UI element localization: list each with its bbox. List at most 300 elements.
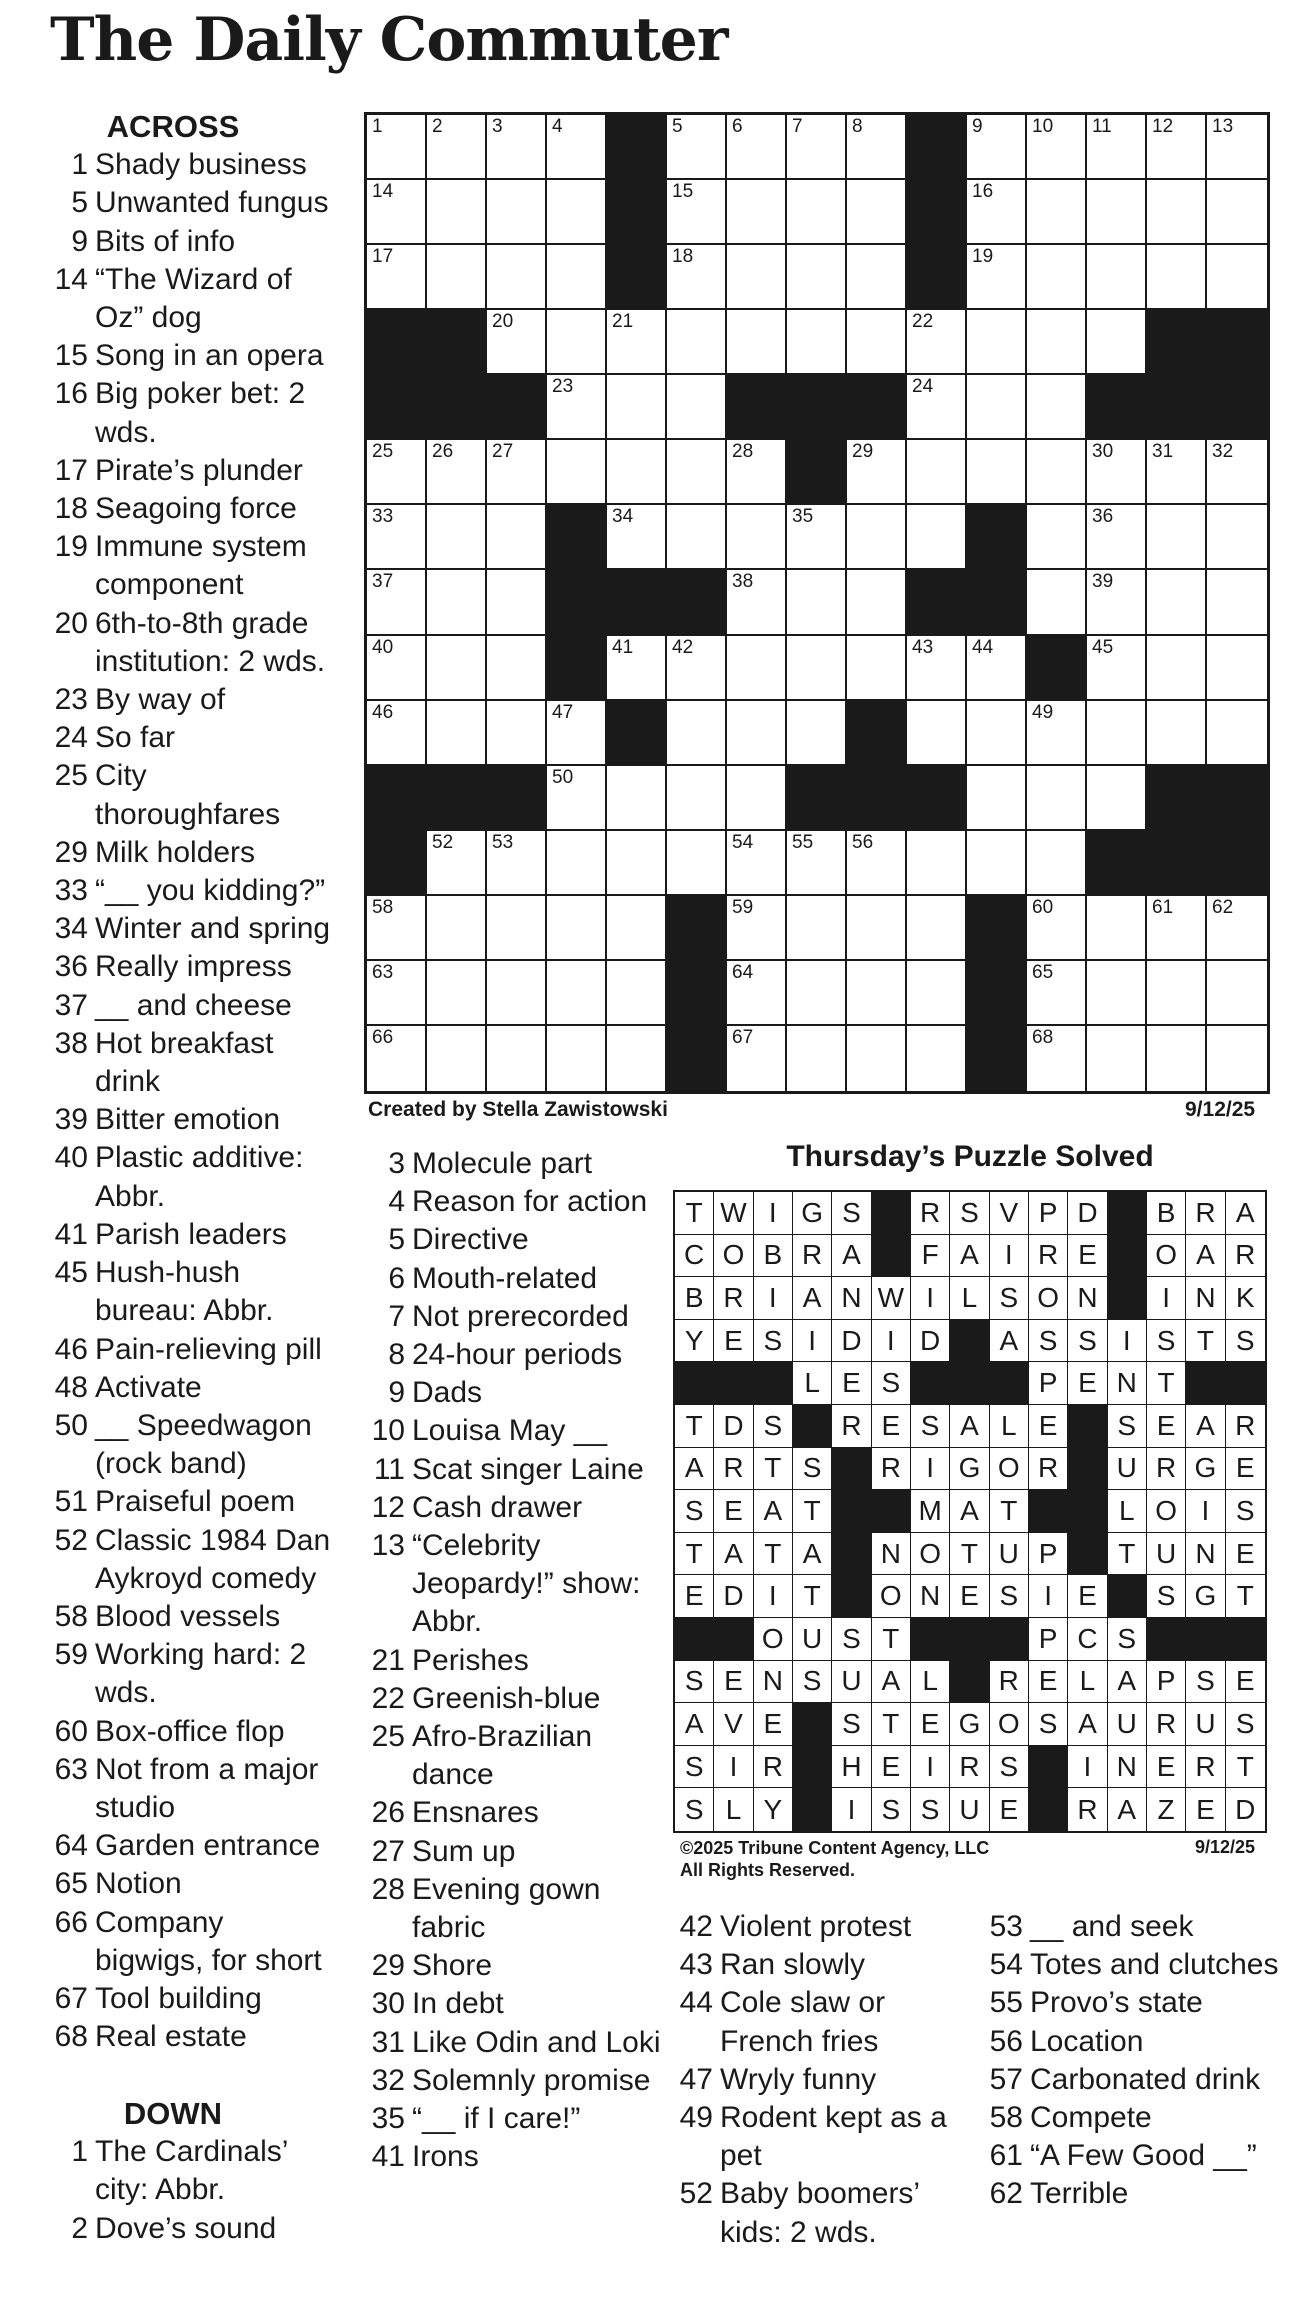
grid-cell[interactable]: [367, 180, 427, 245]
clue-across-24: [48, 719, 338, 757]
clue-across-63: [48, 1751, 338, 1827]
cell-number: 68: [1032, 1026, 1054, 1048]
grid-cell[interactable]: [427, 961, 487, 1026]
grid-cell[interactable]: [367, 961, 427, 1026]
clue-text: Wryly funny: [720, 2062, 877, 2096]
grid-cell[interactable]: [547, 310, 607, 375]
grid-cell[interactable]: [547, 961, 607, 1026]
grid-cell[interactable]: [727, 310, 787, 375]
clue-text: 6th-to-8th grade institution: 2 wds.: [95, 606, 326, 678]
grid-cell[interactable]: [967, 701, 1027, 766]
grid-cell[interactable]: [907, 636, 967, 701]
grid-cell[interactable]: [727, 570, 787, 635]
grid-cell[interactable]: [847, 440, 907, 505]
clue-number: 50: [54, 1408, 88, 1442]
grid-cell[interactable]: [547, 375, 607, 440]
grid-cell[interactable]: [1207, 701, 1267, 766]
grid-cell[interactable]: [667, 375, 727, 440]
grid-cell[interactable]: [1147, 440, 1207, 505]
solution-letter: A: [1108, 1661, 1147, 1704]
grid-cell[interactable]: [787, 570, 847, 635]
cell-number: 44: [972, 636, 994, 658]
grid-cell[interactable]: [1027, 375, 1087, 440]
grid-cell[interactable]: [1147, 180, 1207, 245]
clue-number: 1: [71, 2135, 88, 2169]
grid-cell[interactable]: [1027, 1026, 1087, 1091]
grid-cell[interactable]: [727, 505, 787, 570]
grid-block: [967, 1026, 1027, 1091]
clue-down-col3-52: [670, 2175, 970, 2251]
clue-number: 61: [989, 2139, 1023, 2173]
solution-letter: S: [990, 1746, 1029, 1789]
solution-letter: O: [1029, 1277, 1068, 1320]
clue-across-58: [48, 1598, 338, 1636]
clue-down-col3-47: [670, 2061, 970, 2099]
grid-cell[interactable]: [787, 310, 847, 375]
cell-number: 12: [1152, 116, 1174, 137]
grid-cell[interactable]: [967, 440, 1027, 505]
grid-cell[interactable]: [967, 375, 1027, 440]
grid-cell[interactable]: [487, 570, 547, 635]
grid-cell[interactable]: [1147, 1026, 1207, 1091]
grid-cell[interactable]: [547, 180, 607, 245]
grid-cell[interactable]: [367, 1026, 427, 1091]
grid-cell[interactable]: [727, 180, 787, 245]
grid-cell[interactable]: [1027, 701, 1087, 766]
grid-cell[interactable]: [1147, 505, 1207, 570]
crossword-grid[interactable]: [364, 112, 1270, 1094]
cell-number: 10: [1032, 116, 1054, 137]
solution-letter: N: [1108, 1746, 1147, 1789]
grid-block: [607, 115, 667, 180]
grid-cell[interactable]: [1087, 701, 1147, 766]
solution-letter: I: [1029, 1575, 1068, 1618]
grid-cell[interactable]: [1147, 115, 1207, 180]
grid-cell[interactable]: [787, 1026, 847, 1091]
clue-number: 41: [371, 2140, 405, 2174]
cell-number: 67: [732, 1026, 754, 1048]
grid-cell[interactable]: [787, 961, 847, 1026]
grid-cell[interactable]: [427, 115, 487, 180]
grid-cell[interactable]: [547, 245, 607, 310]
grid-cell[interactable]: [1087, 766, 1147, 831]
grid-cell[interactable]: [967, 831, 1027, 896]
grid-cell[interactable]: [487, 831, 547, 896]
grid-cell[interactable]: [1207, 440, 1267, 505]
grid-cell[interactable]: [547, 115, 607, 180]
solution-letter: E: [1068, 1575, 1107, 1618]
solution-letter: I: [832, 1788, 871, 1831]
grid-cell[interactable]: [1207, 1026, 1267, 1091]
grid-cell[interactable]: [727, 831, 787, 896]
grid-cell[interactable]: [847, 961, 907, 1026]
grid-cell[interactable]: [1207, 505, 1267, 570]
grid-cell[interactable]: [967, 115, 1027, 180]
clue-down-col2-6: [362, 1260, 662, 1298]
clue-text: 24-hour periods: [412, 1338, 623, 1372]
clue-text: “The Wizard of Oz” dog: [95, 262, 292, 335]
clue-text: Irons: [412, 2140, 479, 2174]
clue-number: 17: [54, 453, 88, 487]
grid-block: [1087, 831, 1147, 896]
solution-letter: P: [1029, 1362, 1068, 1405]
grid-cell[interactable]: [607, 636, 667, 701]
grid-cell[interactable]: [607, 440, 667, 505]
grid-cell[interactable]: [727, 115, 787, 180]
cell-number: 16: [972, 181, 994, 203]
grid-cell[interactable]: [907, 831, 967, 896]
down-clues-col2: [362, 1145, 662, 2176]
grid-cell[interactable]: [487, 505, 547, 570]
grid-cell[interactable]: [667, 440, 727, 505]
grid-cell[interactable]: [1027, 505, 1087, 570]
clue-down-col2-30: [362, 1985, 662, 2023]
grid-cell[interactable]: [847, 896, 907, 961]
grid-cell[interactable]: [547, 831, 607, 896]
grid-cell[interactable]: [1147, 896, 1207, 961]
grid-cell[interactable]: [847, 505, 907, 570]
grid-cell[interactable]: [1207, 115, 1267, 180]
solution-letter: R: [754, 1746, 793, 1789]
clue-number: 24: [54, 721, 88, 755]
grid-cell[interactable]: [787, 831, 847, 896]
solution-letter: N: [1108, 1362, 1147, 1405]
grid-cell[interactable]: [367, 440, 427, 505]
solution-letter: T: [1186, 1320, 1225, 1363]
grid-cell[interactable]: [607, 961, 667, 1026]
grid-cell[interactable]: [787, 636, 847, 701]
grid-cell[interactable]: [727, 766, 787, 831]
grid-cell[interactable]: [1027, 115, 1087, 180]
solution-letter: E: [1226, 1448, 1265, 1491]
grid-cell[interactable]: [907, 1026, 967, 1091]
solution-letter: N: [1068, 1277, 1107, 1320]
grid-block: [427, 375, 487, 440]
grid-cell[interactable]: [1027, 440, 1087, 505]
grid-cell[interactable]: [427, 701, 487, 766]
grid-cell[interactable]: [427, 440, 487, 505]
solution-letter: S: [1147, 1320, 1186, 1363]
grid-cell[interactable]: [427, 831, 487, 896]
grid-block: [367, 310, 427, 375]
clue-across-46: [48, 1331, 338, 1369]
grid-cell[interactable]: [1087, 245, 1147, 310]
solution-block: [714, 1362, 753, 1405]
grid-cell[interactable]: [1147, 961, 1207, 1026]
grid-cell[interactable]: [367, 505, 427, 570]
grid-cell[interactable]: [1087, 1026, 1147, 1091]
clue-number: 20: [54, 606, 88, 640]
clue-number: 65: [54, 1867, 88, 1901]
solution-letter: I: [911, 1746, 950, 1789]
grid-cell[interactable]: [967, 310, 1027, 375]
cell-number: 2: [432, 116, 443, 137]
grid-cell[interactable]: [1027, 961, 1087, 1026]
grid-cell[interactable]: [787, 701, 847, 766]
clue-down-col4-53: [980, 1908, 1280, 1946]
grid-cell[interactable]: [427, 570, 487, 635]
grid-cell[interactable]: [1087, 310, 1147, 375]
solution-letter: I: [754, 1575, 793, 1618]
grid-cell[interactable]: [1207, 570, 1267, 635]
grid-cell[interactable]: [607, 1026, 667, 1091]
grid-cell[interactable]: [847, 180, 907, 245]
grid-cell[interactable]: [367, 701, 427, 766]
clue-number: 10: [371, 1414, 405, 1448]
grid-cell[interactable]: [427, 636, 487, 701]
solution-letter: S: [872, 1788, 911, 1831]
grid-cell[interactable]: [1027, 570, 1087, 635]
grid-cell[interactable]: [1087, 570, 1147, 635]
puzzle-credit: Created by Stella Zawistowski: [368, 1098, 668, 1121]
grid-cell[interactable]: [667, 180, 727, 245]
grid-cell[interactable]: [907, 375, 967, 440]
grid-cell[interactable]: [847, 831, 907, 896]
grid-cell[interactable]: [547, 1026, 607, 1091]
grid-cell[interactable]: [367, 245, 427, 310]
clue-text: Real estate: [95, 2020, 247, 2054]
clue-across-14: [48, 261, 338, 337]
solution-letter: E: [911, 1703, 950, 1746]
grid-cell[interactable]: [1087, 440, 1147, 505]
grid-cell[interactable]: [487, 896, 547, 961]
solution-letter: S: [1108, 1405, 1147, 1448]
clue-across-23: [48, 681, 338, 719]
grid-cell[interactable]: [487, 961, 547, 1026]
solution-letter: I: [911, 1448, 950, 1491]
grid-cell[interactable]: [907, 896, 967, 961]
clue-down-col3-43: [670, 1946, 970, 1984]
clue-number: 40: [54, 1141, 88, 1175]
grid-cell[interactable]: [667, 505, 727, 570]
solution-letter: O: [754, 1618, 793, 1661]
clue-text: Pirate’s plunder: [95, 453, 303, 487]
solution-block: [950, 1320, 989, 1363]
grid-cell[interactable]: [1207, 180, 1267, 245]
solution-block: [950, 1362, 989, 1405]
grid-cell[interactable]: [547, 896, 607, 961]
clue-text: Baby boomers’ kids: 2 wds.: [720, 2177, 919, 2249]
grid-cell[interactable]: [907, 505, 967, 570]
grid-cell[interactable]: [427, 896, 487, 961]
clue-down-col2-9: [362, 1374, 662, 1412]
clue-text: Location: [1030, 2024, 1144, 2058]
clue-number: 21: [371, 1643, 405, 1677]
grid-cell[interactable]: [847, 115, 907, 180]
grid-block: [847, 701, 907, 766]
grid-cell[interactable]: [487, 701, 547, 766]
clue-across-33: [48, 872, 338, 910]
solution-letter: A: [793, 1533, 832, 1576]
solution-letter: R: [911, 1192, 950, 1235]
clue-text: Scat singer Laine: [412, 1452, 644, 1486]
solution-letter: A: [990, 1320, 1029, 1363]
grid-cell[interactable]: [1087, 180, 1147, 245]
solution-letter: T: [675, 1192, 714, 1235]
grid-cell[interactable]: [727, 961, 787, 1026]
grid-cell[interactable]: [907, 961, 967, 1026]
grid-cell[interactable]: [847, 636, 907, 701]
grid-cell[interactable]: [607, 766, 667, 831]
grid-cell[interactable]: [487, 636, 547, 701]
grid-cell[interactable]: [547, 440, 607, 505]
grid-cell[interactable]: [547, 701, 607, 766]
grid-cell[interactable]: [487, 1026, 547, 1091]
grid-cell[interactable]: [667, 766, 727, 831]
grid-cell[interactable]: [427, 505, 487, 570]
grid-cell[interactable]: [787, 115, 847, 180]
grid-cell[interactable]: [487, 310, 547, 375]
clue-across-59: [48, 1636, 338, 1712]
grid-cell[interactable]: [607, 310, 667, 375]
grid-cell[interactable]: [667, 701, 727, 766]
grid-cell[interactable]: [427, 1026, 487, 1091]
clue-text: Mouth-related: [412, 1261, 598, 1295]
grid-block: [547, 636, 607, 701]
solution-letter: E: [754, 1703, 793, 1746]
clue-across-17: [48, 452, 338, 490]
grid-cell[interactable]: [1027, 310, 1087, 375]
grid-cell[interactable]: [727, 896, 787, 961]
grid-block: [787, 375, 847, 440]
grid-block: [967, 896, 1027, 961]
clue-number: 18: [54, 492, 88, 526]
clue-text: __ and seek: [1030, 1910, 1194, 1943]
clue-number: 66: [54, 1905, 88, 1939]
clue-text: Molecule part: [412, 1147, 593, 1180]
solution-letter: N: [872, 1533, 911, 1576]
solution-letter: B: [1147, 1192, 1186, 1235]
cell-number: 29: [852, 441, 874, 463]
clue-number: 28: [371, 1872, 405, 1906]
grid-cell[interactable]: [367, 115, 427, 180]
clue-down-col3-49: [670, 2099, 970, 2175]
grid-cell[interactable]: [367, 636, 427, 701]
grid-cell[interactable]: [907, 701, 967, 766]
grid-block: [787, 766, 847, 831]
grid-cell[interactable]: [1027, 245, 1087, 310]
clue-across-15: [48, 337, 338, 375]
grid-cell[interactable]: [1147, 245, 1207, 310]
cell-number: 3: [492, 116, 503, 137]
grid-cell[interactable]: [727, 1026, 787, 1091]
grid-cell[interactable]: [427, 180, 487, 245]
grid-cell[interactable]: [787, 245, 847, 310]
solution-letter: A: [1186, 1405, 1225, 1448]
clue-across-64: [48, 1827, 338, 1865]
grid-cell[interactable]: [607, 505, 667, 570]
grid-cell[interactable]: [787, 180, 847, 245]
grid-cell[interactable]: [1087, 115, 1147, 180]
grid-cell[interactable]: [967, 180, 1027, 245]
solution-letter: T: [793, 1490, 832, 1533]
solution-letter: I: [754, 1277, 793, 1320]
grid-cell[interactable]: [1027, 766, 1087, 831]
grid-cell[interactable]: [907, 310, 967, 375]
grid-cell[interactable]: [1027, 831, 1087, 896]
grid-cell[interactable]: [967, 245, 1027, 310]
clue-number: 52: [679, 2177, 713, 2211]
grid-cell[interactable]: [487, 245, 547, 310]
grid-cell[interactable]: [1087, 961, 1147, 1026]
grid-cell[interactable]: [427, 245, 487, 310]
grid-cell[interactable]: [667, 310, 727, 375]
grid-cell[interactable]: [1147, 570, 1207, 635]
grid-cell[interactable]: [847, 310, 907, 375]
cell-number: 53: [492, 831, 514, 853]
grid-cell[interactable]: [907, 440, 967, 505]
grid-cell[interactable]: [727, 636, 787, 701]
grid-cell[interactable]: [787, 896, 847, 961]
grid-cell[interactable]: [967, 636, 1027, 701]
grid-cell[interactable]: [1087, 896, 1147, 961]
clue-across-18: [48, 490, 338, 528]
solution-letter: R: [990, 1661, 1029, 1704]
grid-cell[interactable]: [487, 440, 547, 505]
grid-cell[interactable]: [607, 896, 667, 961]
grid-cell[interactable]: [667, 115, 727, 180]
grid-cell[interactable]: [847, 570, 907, 635]
grid-cell[interactable]: [1147, 701, 1207, 766]
grid-cell[interactable]: [1207, 245, 1267, 310]
solution-letter: U: [950, 1788, 989, 1831]
grid-cell[interactable]: [727, 701, 787, 766]
grid-cell[interactable]: [667, 831, 727, 896]
grid-cell[interactable]: [727, 245, 787, 310]
clue-number: 4: [388, 1185, 405, 1219]
grid-cell[interactable]: [607, 831, 667, 896]
grid-cell[interactable]: [967, 766, 1027, 831]
solution-block: [832, 1448, 871, 1491]
solution-block: [1186, 1618, 1225, 1661]
grid-cell[interactable]: [1147, 636, 1207, 701]
grid-cell[interactable]: [367, 896, 427, 961]
grid-cell[interactable]: [667, 636, 727, 701]
solution-letter: G: [793, 1192, 832, 1235]
grid-cell[interactable]: [1087, 505, 1147, 570]
cell-number: 47: [552, 701, 574, 723]
grid-cell[interactable]: [487, 180, 547, 245]
solution-letter: E: [990, 1788, 1029, 1831]
grid-block: [667, 1026, 727, 1091]
cell-number: 54: [732, 831, 754, 853]
grid-cell[interactable]: [787, 505, 847, 570]
grid-cell[interactable]: [367, 570, 427, 635]
cell-number: 37: [372, 571, 394, 593]
grid-cell[interactable]: [847, 1026, 907, 1091]
cell-number: 51: [912, 766, 934, 788]
grid-block: [907, 180, 967, 245]
grid-cell[interactable]: [847, 245, 907, 310]
grid-cell[interactable]: [487, 115, 547, 180]
solution-letter: U: [1186, 1703, 1225, 1746]
grid-cell[interactable]: [1027, 180, 1087, 245]
grid-cell[interactable]: [1027, 896, 1087, 961]
grid-cell[interactable]: [727, 440, 787, 505]
grid-block: [1147, 310, 1207, 375]
clue-number: 25: [54, 759, 88, 793]
grid-cell[interactable]: [547, 766, 607, 831]
grid-cell[interactable]: [1207, 961, 1267, 1026]
grid-cell[interactable]: [667, 245, 727, 310]
grid-cell[interactable]: [607, 375, 667, 440]
clue-text: Plastic additive: Abbr.: [95, 1141, 304, 1213]
grid-cell[interactable]: [1207, 636, 1267, 701]
solution-letter: S: [1108, 1618, 1147, 1661]
clue-across-66: [48, 1904, 338, 1980]
grid-cell[interactable]: [1087, 636, 1147, 701]
grid-cell[interactable]: [1207, 896, 1267, 961]
